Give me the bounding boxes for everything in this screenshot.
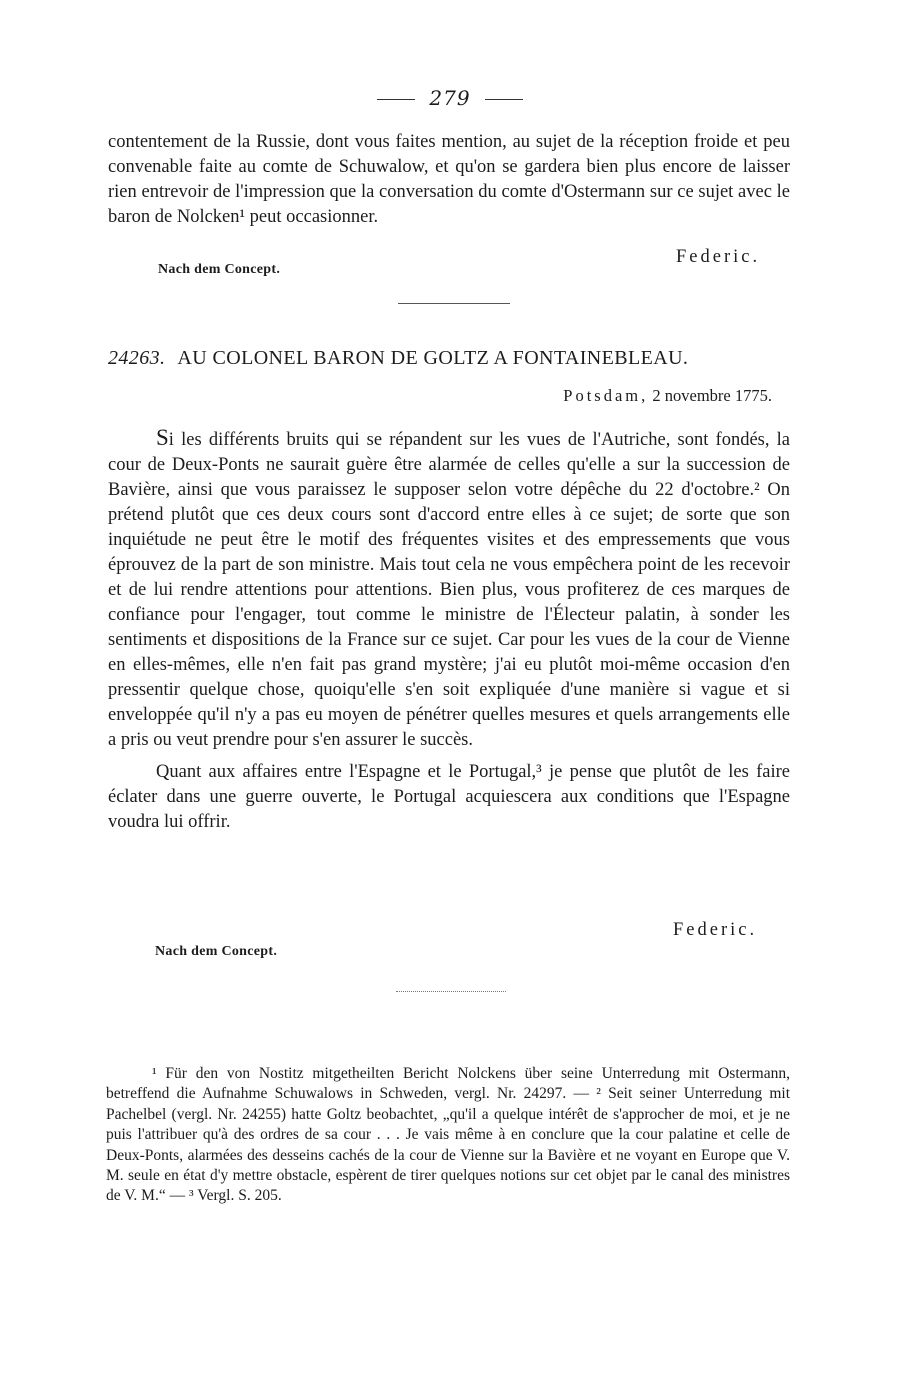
previous-letter-source-note: Nach dem Concept. (158, 262, 281, 277)
header-dash-right (485, 99, 523, 100)
letter-number: 24263. (108, 347, 166, 369)
footnotes-text: ¹ Für den von Nostitz mitgetheilten Bericht Nolckens über seine Unterredung mit Ostermann, betreffend die Aufnahme Schuwalows in Schweden, vergl. Nr. 24297. — ² Seit seiner Unterredung mit Pachelbel (vergl. Nr. 24255) hatte Goltz beobachtet, „qu'il a quelque intérêt de s'approcher de moi, et je ne puis l'attribuer qu'à des ordres de sa cour . . . Je vais même à en conclure que la cour palatine et celle de Deux-Ponts, alarmées des desseins cachés de la cour de Vienne sur la Bavière et ne voyant en Europe que V. M. seule en état d'y mettre obstacle, espèrent de tirer quelques notions sur cet objet par le canal des ministres de V. M.“ — ³ Vergl. S. 205. (106, 1065, 790, 1205)
page-number-header (0, 86, 900, 110)
previous-letter-signature: Federic. (676, 247, 761, 267)
letter-date: 2 novembre 1775. (652, 386, 772, 405)
letter-title: AU COLONEL BARON DE GOLTZ A FONTAINEBLEAU. (177, 347, 689, 369)
letter-paragraph-1 (108, 425, 790, 753)
letter-body (108, 425, 790, 835)
letter-signature: Federic. (673, 920, 758, 940)
letter-paragraph-2: Quant aux affaires entre l'Espagne et le Portugal,³ je pense que plutôt de les faire éclater dans une guerre ouverte, le Portugal acquiescera aux conditions que l'Espagne voudra lui offrir. (108, 762, 790, 832)
header-dash-left (377, 99, 415, 100)
letter-place: Potsdam, (563, 386, 649, 405)
page-number: 279 (429, 86, 471, 110)
footnote-divider (396, 991, 506, 992)
previous-letter-paragraph: contentement de la Russie, dont vous faites mention, au sujet de la réception froide et peu convenable faite au comte de Schuwalow, et qu'on se gardera bien plus encore de laisser rien entrevoir de l'impression que la conversation du comte d'Ostermann sur ce sujet avec le baron de Nolcken¹ peut occasionner. (108, 132, 790, 227)
section-divider (398, 303, 510, 304)
letter-heading (108, 347, 798, 370)
letter-paragraph-1-text: i les différents bruits qui se répandent sur les vues de l'Autriche, sont fondés, la cour de Deux-Ponts ne saurait guère être alarmée de celles qu'elle a sur la succession de Bavière, ainsi que vous paraissez le supposer selon votre dépêche du 22 d'octobre.² On prétend plutôt que ces deux cours sont d'accord entre elles à ce sujet; de sorte que son inquiétude ne peut être le motif des fréquentes visites et des empressements que vous éprouvez de la part de son ministre. Mais tout cela ne vous empêchera point de les recevoir et de lui rendre attentions pour attentions. Bien plus, vous profiterez de ces marques de confiance pour l'engager, tout comme le ministre de l'Électeur palatin, à sonder les sentiments et dispositions de la France sur ce sujet. Car pour les vues de la cour de Vienne en elles-mêmes, elle n'en fait pas grand mystère; j'ai eu plutôt moi-même occasion d'en pressentir quelque chose, quoiqu'elle s'en soit expliquée d'une manière si vague et si enveloppée qu'il n'y a pas eu moyen de pénétrer quelles mesures et quels arrangements elle a pris ou veut prendre pour s'en assurer le succès. (108, 430, 790, 750)
letter-source-note: Nach dem Concept. (155, 944, 278, 959)
previous-letter-body (108, 130, 790, 230)
letter-dateline (563, 386, 772, 406)
footnotes (106, 1064, 790, 1207)
dropcap: S (156, 425, 169, 450)
